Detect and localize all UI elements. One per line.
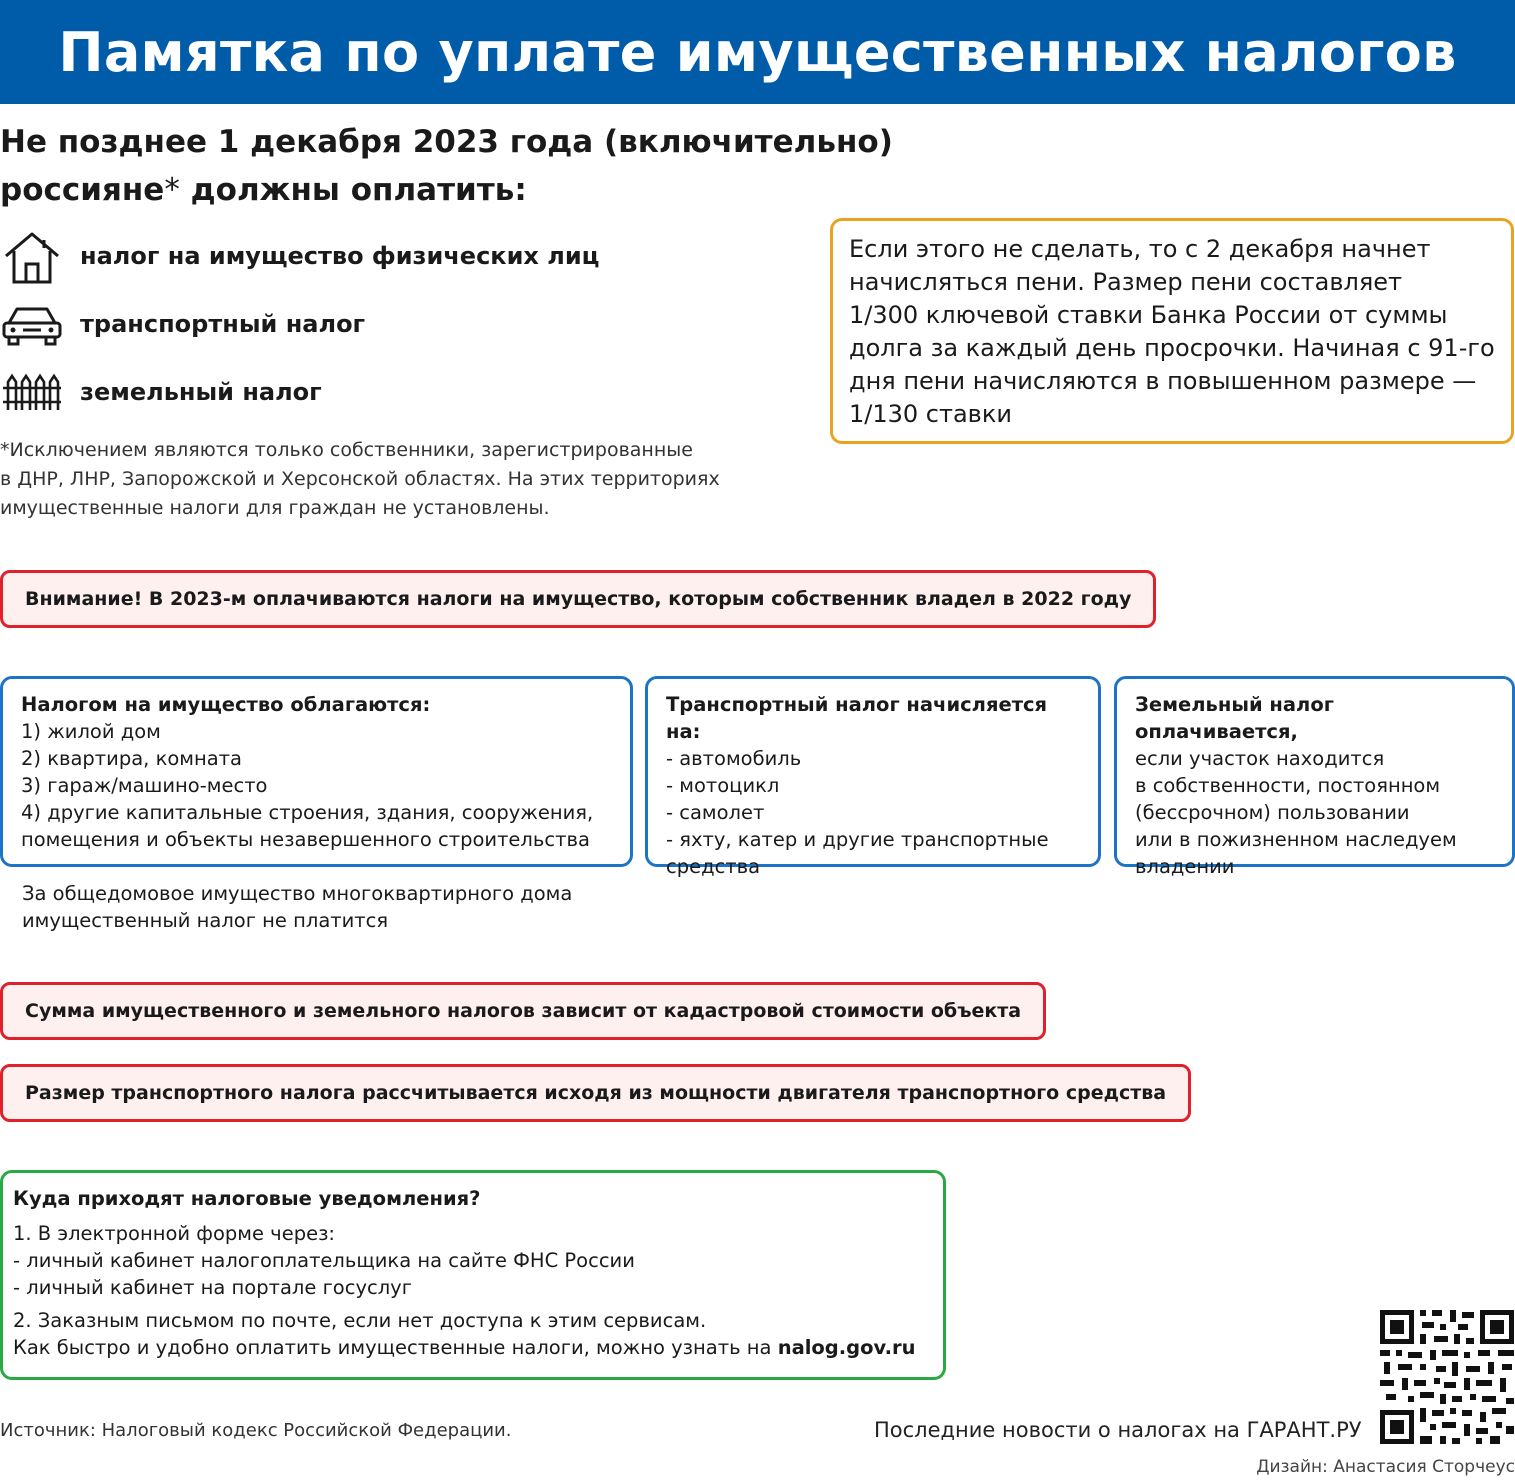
penalty-line: дня пени начисляются в повышенном размере — bbox=[849, 367, 1477, 395]
tax-item-property bbox=[0, 224, 599, 288]
car-icon bbox=[0, 292, 64, 356]
alert-cadastral bbox=[0, 982, 1046, 1040]
intro-line-1: Не позднее 1 декабря 2023 года (включительно) bbox=[0, 124, 893, 160]
property-item: помещения и объекты незавершенного строительства bbox=[21, 828, 590, 851]
transport-tax-box-title: Транспортный налог начисляется на: bbox=[666, 693, 1048, 743]
notices-electronic: 1. В электронной форме через: bbox=[13, 1222, 336, 1245]
tax-label-transport: транспортный налог bbox=[80, 310, 366, 338]
transport-item: - автомобиль bbox=[666, 747, 802, 770]
land-item: (бессрочном) пользовании bbox=[1135, 801, 1410, 824]
footnote-star: * bbox=[164, 172, 180, 208]
alert-attention-text: Внимание! В 2023-м оплачиваются налоги на имущество, которым собственник владел в 2022 году bbox=[25, 588, 1132, 610]
alert-cadastral-text: Сумма имущественного и земельного налогов зависит от кадастровой стоимости объекта bbox=[25, 1000, 1022, 1022]
common-note-line: имущественный налог не платится bbox=[22, 909, 389, 932]
nalog-link[interactable]: nalog.gov.ru bbox=[777, 1336, 916, 1359]
common-property-note bbox=[22, 880, 662, 934]
notices-title: Куда приходят налоговые уведомления? bbox=[13, 1187, 481, 1210]
penalty-line: 1/300 ключевой ставки Банка России от суммы bbox=[849, 301, 1448, 329]
notices-box bbox=[0, 1170, 946, 1380]
design-credit: Дизайн: Анастасия Сторчеус bbox=[1256, 1457, 1515, 1477]
intro-heading bbox=[0, 118, 900, 214]
land-item: в собственности, постоянном bbox=[1135, 774, 1441, 797]
footnote bbox=[0, 436, 760, 523]
land-tax-box bbox=[1114, 676, 1515, 878]
land-item: владении bbox=[1135, 855, 1235, 878]
news-link[interactable]: Последние новости о налогах на ГАРАНТ.РУ bbox=[874, 1418, 1362, 1442]
penalty-line: долга за каждый день просрочки. Начиная с 91-го bbox=[849, 334, 1495, 362]
notices-item: - личный кабинет налогоплательщика на сайте ФНС России bbox=[13, 1249, 635, 1272]
land-item: если участок находится bbox=[1135, 747, 1385, 770]
header-banner bbox=[0, 0, 1515, 104]
notices-item: - личный кабинет на портале госуслуг bbox=[13, 1276, 412, 1299]
property-tax-box-title: Налогом на имущество облагаются: bbox=[21, 693, 431, 716]
land-tax-box-title: Земельный налог оплачивается, bbox=[1135, 693, 1334, 743]
footnote-line: в ДНР, ЛНР, Запорожской и Херсонской областях. На этих территориях bbox=[0, 468, 720, 490]
footnote-line: имущественные налоги для граждан не установлены. bbox=[0, 497, 550, 519]
intro-line-2-prefix: россияне bbox=[0, 172, 165, 208]
tax-label-property: налог на имущество физических лиц bbox=[80, 242, 600, 270]
property-item: 4) другие капитальные строения, здания, сооружения, bbox=[21, 801, 594, 824]
notices-howto-text: Как быстро и удобно оплатить имущественные налоги, можно узнать на bbox=[13, 1336, 778, 1359]
notices-howto bbox=[13, 1334, 933, 1361]
alert-engine-power-text: Размер транспортного налога рассчитывается исходя из мощности двигателя транспортного средства bbox=[25, 1082, 1167, 1104]
penalty-line: Если этого не сделать, то с 2 декабря начнет bbox=[849, 235, 1431, 263]
tax-item-land bbox=[0, 360, 322, 424]
penalty-line: 1/130 ставки bbox=[849, 400, 1012, 428]
alert-engine-power bbox=[0, 1064, 1191, 1122]
house-icon bbox=[0, 224, 64, 288]
footnote-line: *Исключением являются только собственники, зарегистрированные bbox=[0, 439, 693, 461]
intro-line-2-suffix: должны оплатить: bbox=[179, 172, 527, 208]
qr-code-icon[interactable] bbox=[1378, 1308, 1515, 1446]
land-item: или в пожизненном наследуем bbox=[1135, 828, 1457, 851]
transport-item: - мотоцикл bbox=[666, 774, 780, 797]
common-note-line: За общедомовое имущество многоквартирного дома bbox=[22, 882, 573, 905]
notices-mail: 2. Заказным письмом по почте, если нет доступа к этим сервисам. bbox=[13, 1309, 707, 1332]
tax-item-transport bbox=[0, 292, 365, 356]
transport-item: - самолет bbox=[666, 801, 765, 824]
tax-label-land: земельный налог bbox=[80, 378, 322, 406]
intro-line-2 bbox=[0, 166, 900, 214]
penalty-line: начисляться пени. Размер пени составляет bbox=[849, 268, 1403, 296]
property-item: 3) гараж/машино-место bbox=[21, 774, 268, 797]
source-note: Источник: Налоговый кодекс Российской Федерации. bbox=[0, 1420, 512, 1441]
transport-tax-box bbox=[645, 676, 1101, 878]
transport-item: - яхту, катер и другие транспортные bbox=[666, 828, 1049, 851]
page-title: Памятка по уплате имущественных налогов bbox=[58, 20, 1457, 84]
alert-attention bbox=[0, 570, 1156, 628]
property-item: 2) квартира, комната bbox=[21, 747, 242, 770]
property-tax-box bbox=[0, 676, 633, 867]
fence-icon bbox=[0, 360, 64, 424]
transport-item: средства bbox=[666, 855, 761, 878]
property-item: 1) жилой дом bbox=[21, 720, 161, 743]
penalty-box bbox=[830, 218, 1514, 444]
